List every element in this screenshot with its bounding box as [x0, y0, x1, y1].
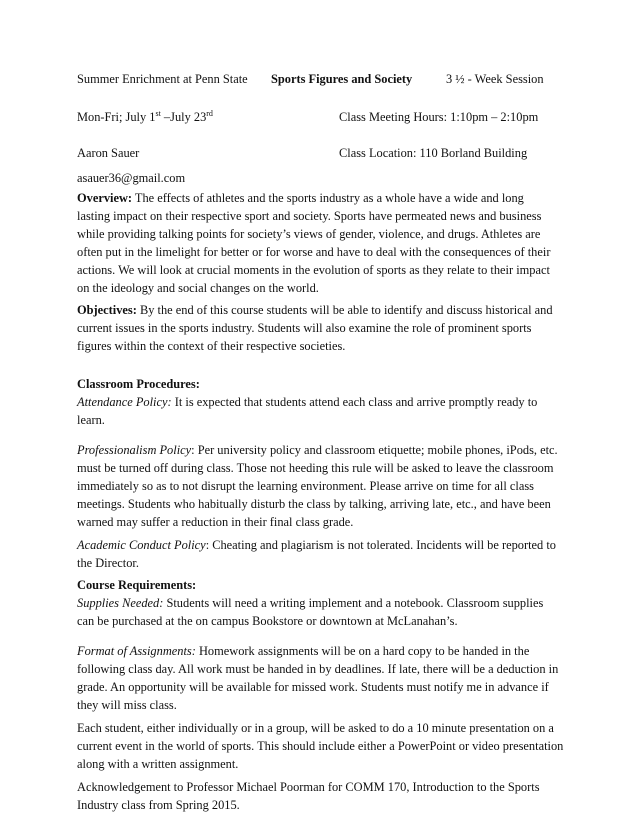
header-row-3	[77, 144, 567, 162]
supplies-text: Students will need a writing implement and a notebook. Classroom supplies can be purchased at the on campus Bookstore or downtown at McLanahan’s.	[77, 596, 544, 628]
program-name: Summer Enrichment at Penn State	[77, 72, 248, 86]
overview-text: The effects of athletes and the sports industry as a whole have a wide and long lasting impact on their respective sport and society. Sports have permeated news and business while providing talking points for society’s views of gender, violence, and drugs. Athletes are often put in the limelight for better or for worse and have to deal with the consequences of their actions. We will look at crucial moments in the evolution of sports as they relate to their impact on the ideology and social changes on the world.	[77, 191, 551, 295]
professionalism-policy	[77, 441, 565, 531]
class-location: Class Location: 110 Borland Building	[339, 146, 528, 160]
syllabus-page	[77, 70, 567, 814]
overview-paragraph	[77, 189, 552, 297]
instructor-email: asauer36@gmail.com	[77, 171, 186, 185]
professionalism-text: : Per university policy and classroom etiquette; mobile phones, iPods, etc. must be turned off during class. Those not heeding this rule will be asked to leave the classroom immediately so as to not disrupt the learning environment. Please arrive on time for all class meetings. Students who habitually disturb the class by talking, arriving late, etc., and have been warned may suffer a reduction in their final class grade.	[77, 443, 558, 529]
format-label: Format of Assignments:	[77, 644, 196, 658]
academic-label: Academic Conduct Policy	[77, 538, 206, 552]
attendance-policy	[77, 393, 552, 429]
academic-conduct-policy	[77, 536, 565, 572]
objectives-paragraph	[77, 301, 565, 355]
academic-text: : Cheating and plagiarism is not tolerated. Incidents will be reported to the Director.	[77, 538, 556, 570]
header-row-1	[77, 70, 567, 88]
supplies-needed	[77, 594, 552, 630]
session-length: 3 ½ - Week Session	[446, 72, 544, 86]
format-of-assignments	[77, 642, 565, 714]
professionalism-label: Professionalism Policy	[77, 443, 192, 457]
objectives-text: By the end of this course students will be able to identify and discuss historical and current issues in the sports industry. Students will also examine the role of prominent sports figures within the context of their respective societies.	[77, 303, 553, 353]
presentation-requirement: Each student, either individually or in a group, will be asked to do a 10 minute presentation on a current event in the world of sports. This should include either a PowerPoint or video presentation along with a written assignment.	[77, 721, 564, 771]
attendance-label: Attendance Policy:	[77, 395, 172, 409]
classroom-procedures-heading: Classroom Procedures:	[77, 377, 200, 391]
header-row-2	[77, 108, 567, 126]
acknowledgement: Acknowledgement to Professor Michael Poorman for COMM 170, Introduction to the Sports Industry class from Spring 2015.	[77, 780, 540, 812]
overview-label: Overview:	[77, 191, 133, 205]
attendance-text: It is expected that students attend each class and arrive promptly ready to learn.	[77, 395, 538, 427]
course-requirements-heading: Course Requirements:	[77, 578, 197, 592]
instructor-name: Aaron Sauer	[77, 146, 140, 160]
course-title: Sports Figures and Society	[271, 72, 413, 86]
course-dates: Mon-Fri; July 1st –July 23rd	[77, 108, 213, 124]
meeting-hours: Class Meeting Hours: 1:10pm – 2:10pm	[339, 110, 539, 124]
objectives-label: Objectives:	[77, 303, 137, 317]
supplies-label: Supplies Needed:	[77, 596, 164, 610]
format-text: Homework assignments will be on a hard copy to be handed in the following class day. All work must be handed in by deadlines. If late, there will be a deduction in grade. An opportunity will be available for missed work. Students must notify me in advance if they will miss class.	[77, 644, 559, 712]
